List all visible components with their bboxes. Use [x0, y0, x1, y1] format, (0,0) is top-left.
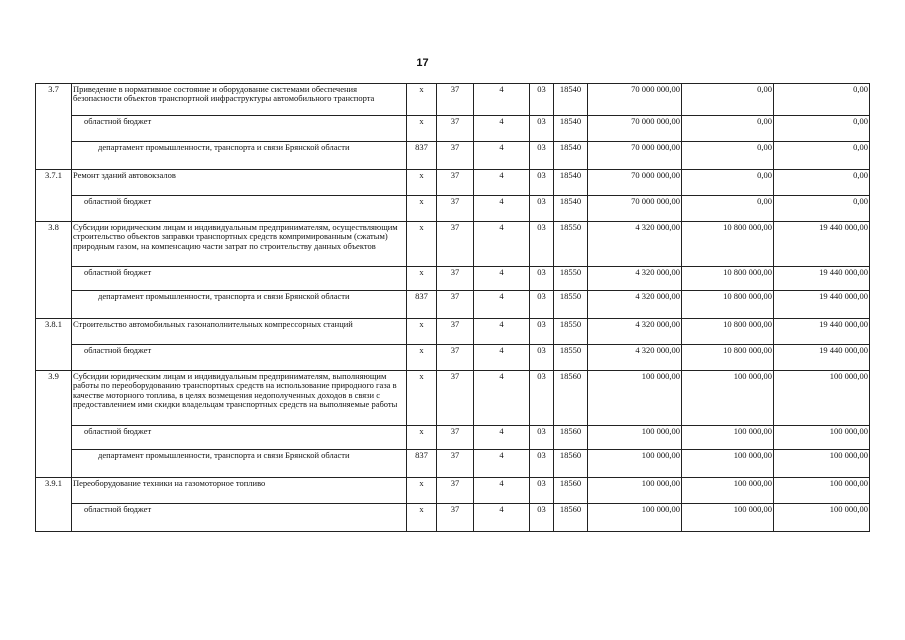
code-item: 18550 [554, 345, 588, 371]
amount-year-1: 70 000 000,00 [588, 170, 682, 196]
code-subprogram: 4 [474, 196, 530, 222]
code-item: 18560 [554, 450, 588, 478]
code-item: 18540 [554, 196, 588, 222]
code-program: 37 [437, 291, 474, 319]
code-subprogram: 4 [474, 84, 530, 116]
table-row [36, 345, 870, 371]
code-item: 18560 [554, 426, 588, 450]
code-item: 18560 [554, 504, 588, 532]
code-program: 37 [437, 371, 474, 426]
code-program: 37 [437, 170, 474, 196]
row-name: департамент промышленности, транспорта и связи Брянской области [72, 142, 407, 170]
row-name: областной бюджет [72, 267, 407, 291]
code-section: 03 [530, 170, 554, 196]
amount-year-1: 70 000 000,00 [588, 116, 682, 142]
code-program: 37 [437, 84, 474, 116]
amount-year-2: 100 000,00 [682, 450, 774, 478]
amount-year-2: 0,00 [682, 170, 774, 196]
amount-year-3: 100 000,00 [774, 504, 870, 532]
code-subprogram: 4 [474, 345, 530, 371]
row-number: 3.8.1 [36, 319, 72, 371]
code-section: 03 [530, 426, 554, 450]
page-number: 17 [416, 57, 429, 69]
code-item: 18540 [554, 116, 588, 142]
amount-year-2: 0,00 [682, 116, 774, 142]
code-item: 18550 [554, 319, 588, 345]
code-section: 03 [530, 116, 554, 142]
code-admin: х [407, 196, 437, 222]
table-row [36, 450, 870, 478]
code-section: 03 [530, 142, 554, 170]
row-number: 3.9 [36, 371, 72, 478]
row-name: департамент промышленности, транспорта и связи Брянской области [72, 450, 407, 478]
code-subprogram: 4 [474, 319, 530, 345]
amount-year-1: 70 000 000,00 [588, 196, 682, 222]
table-row [36, 142, 870, 170]
amount-year-1: 70 000 000,00 [588, 142, 682, 170]
table-row [36, 371, 870, 426]
code-item: 18540 [554, 170, 588, 196]
row-number: 3.8 [36, 222, 72, 319]
code-item: 18560 [554, 371, 588, 426]
amount-year-3: 19 440 000,00 [774, 267, 870, 291]
amount-year-3: 0,00 [774, 196, 870, 222]
table-row [36, 196, 870, 222]
amount-year-2: 10 800 000,00 [682, 291, 774, 319]
code-program: 37 [437, 267, 474, 291]
row-name: областной бюджет [72, 196, 407, 222]
amount-year-2: 10 800 000,00 [682, 222, 774, 267]
code-subprogram: 4 [474, 267, 530, 291]
code-subprogram: 4 [474, 504, 530, 532]
code-admin: х [407, 426, 437, 450]
table-row [36, 170, 870, 196]
table-row [36, 222, 870, 267]
code-program: 37 [437, 450, 474, 478]
code-subprogram: 4 [474, 371, 530, 426]
row-name: Строительство автомобильных газонаполнительных компрессорных станций [72, 319, 407, 345]
code-section: 03 [530, 84, 554, 116]
table-row [36, 116, 870, 142]
code-program: 37 [437, 116, 474, 142]
code-admin: х [407, 371, 437, 426]
code-admin: х [407, 345, 437, 371]
amount-year-1: 70 000 000,00 [588, 84, 682, 116]
amount-year-2: 100 000,00 [682, 426, 774, 450]
code-subprogram: 4 [474, 116, 530, 142]
code-item: 18550 [554, 222, 588, 267]
code-item: 18550 [554, 291, 588, 319]
amount-year-2: 0,00 [682, 84, 774, 116]
code-item: 18560 [554, 478, 588, 504]
table-row [36, 504, 870, 532]
code-admin: х [407, 84, 437, 116]
code-subprogram: 4 [474, 170, 530, 196]
row-number: 3.7.1 [36, 170, 72, 222]
table-row [36, 267, 870, 291]
amount-year-1: 4 320 000,00 [588, 345, 682, 371]
code-program: 37 [437, 426, 474, 450]
code-program: 37 [437, 478, 474, 504]
code-section: 03 [530, 267, 554, 291]
code-program: 37 [437, 345, 474, 371]
row-name: областной бюджет [72, 345, 407, 371]
code-admin: х [407, 267, 437, 291]
code-subprogram: 4 [474, 222, 530, 267]
amount-year-1: 100 000,00 [588, 478, 682, 504]
code-admin: х [407, 170, 437, 196]
amount-year-3: 100 000,00 [774, 426, 870, 450]
code-section: 03 [530, 319, 554, 345]
code-subprogram: 4 [474, 478, 530, 504]
amount-year-1: 4 320 000,00 [588, 291, 682, 319]
amount-year-3: 100 000,00 [774, 371, 870, 426]
code-section: 03 [530, 504, 554, 532]
code-section: 03 [530, 478, 554, 504]
table-row [36, 84, 870, 116]
code-program: 37 [437, 319, 474, 345]
code-admin: х [407, 319, 437, 345]
code-admin: х [407, 116, 437, 142]
code-item: 18540 [554, 142, 588, 170]
amount-year-2: 100 000,00 [682, 478, 774, 504]
code-program: 37 [437, 142, 474, 170]
code-program: 37 [437, 504, 474, 532]
code-item: 18540 [554, 84, 588, 116]
code-admin: х [407, 222, 437, 267]
amount-year-1: 4 320 000,00 [588, 267, 682, 291]
code-section: 03 [530, 450, 554, 478]
code-program: 37 [437, 196, 474, 222]
table-row [36, 319, 870, 345]
code-section: 03 [530, 371, 554, 426]
row-name: Приведение в нормативное состояние и оборудование системами обеспечения безопасности объектов транспортной инфраструктуры автомобильного транспорта [72, 84, 407, 116]
table-row [36, 426, 870, 450]
code-subprogram: 4 [474, 291, 530, 319]
code-section: 03 [530, 222, 554, 267]
code-subprogram: 4 [474, 142, 530, 170]
amount-year-3: 19 440 000,00 [774, 319, 870, 345]
code-admin: 837 [407, 450, 437, 478]
row-name: областной бюджет [72, 426, 407, 450]
amount-year-2: 0,00 [682, 196, 774, 222]
code-section: 03 [530, 345, 554, 371]
amount-year-3: 0,00 [774, 84, 870, 116]
code-item: 18550 [554, 267, 588, 291]
code-admin: 837 [407, 291, 437, 319]
amount-year-2: 10 800 000,00 [682, 319, 774, 345]
code-admin: х [407, 504, 437, 532]
code-section: 03 [530, 196, 554, 222]
amount-year-1: 100 000,00 [588, 371, 682, 426]
amount-year-1: 100 000,00 [588, 426, 682, 450]
code-subprogram: 4 [474, 450, 530, 478]
amount-year-1: 100 000,00 [588, 504, 682, 532]
amount-year-2: 0,00 [682, 142, 774, 170]
row-name: Ремонт зданий автовокзалов [72, 170, 407, 196]
amount-year-3: 100 000,00 [774, 450, 870, 478]
row-name: Субсидии юридическим лицам и индивидуальным предпринимателям, осуществляющим строительство объектов заправки транспортных средств компримированным (сжатым) природным газом, на компенсацию части затрат по строительству данных объектов [72, 222, 407, 267]
code-section: 03 [530, 291, 554, 319]
amount-year-2: 10 800 000,00 [682, 345, 774, 371]
code-subprogram: 4 [474, 426, 530, 450]
amount-year-3: 100 000,00 [774, 478, 870, 504]
amount-year-2: 100 000,00 [682, 504, 774, 532]
amount-year-3: 19 440 000,00 [774, 345, 870, 371]
amount-year-1: 100 000,00 [588, 450, 682, 478]
row-name: областной бюджет [72, 116, 407, 142]
row-number: 3.9.1 [36, 478, 72, 532]
amount-year-2: 10 800 000,00 [682, 267, 774, 291]
table-row [36, 291, 870, 319]
code-admin: 837 [407, 142, 437, 170]
amount-year-1: 4 320 000,00 [588, 222, 682, 267]
budget-table [35, 83, 870, 532]
amount-year-3: 19 440 000,00 [774, 222, 870, 267]
code-program: 37 [437, 222, 474, 267]
row-number: 3.7 [36, 84, 72, 170]
amount-year-3: 0,00 [774, 142, 870, 170]
table-row [36, 478, 870, 504]
row-name: Субсидии юридическим лицам и индивидуальным предпринимателям, выполняющим работы по переоборудованию транспортных средств на использование природного газа в качестве моторного топлива, в целях возмещения недополученных доходов в связи с предоставлением ими скидки владельцам транспортных средств на выполняемые работы [72, 371, 407, 426]
row-name: областной бюджет [72, 504, 407, 532]
amount-year-1: 4 320 000,00 [588, 319, 682, 345]
amount-year-3: 0,00 [774, 170, 870, 196]
row-name: департамент промышленности, транспорта и связи Брянской области [72, 291, 407, 319]
code-admin: х [407, 478, 437, 504]
row-name: Переоборудование техники на газомоторное топливо [72, 478, 407, 504]
amount-year-2: 100 000,00 [682, 371, 774, 426]
amount-year-3: 0,00 [774, 116, 870, 142]
amount-year-3: 19 440 000,00 [774, 291, 870, 319]
